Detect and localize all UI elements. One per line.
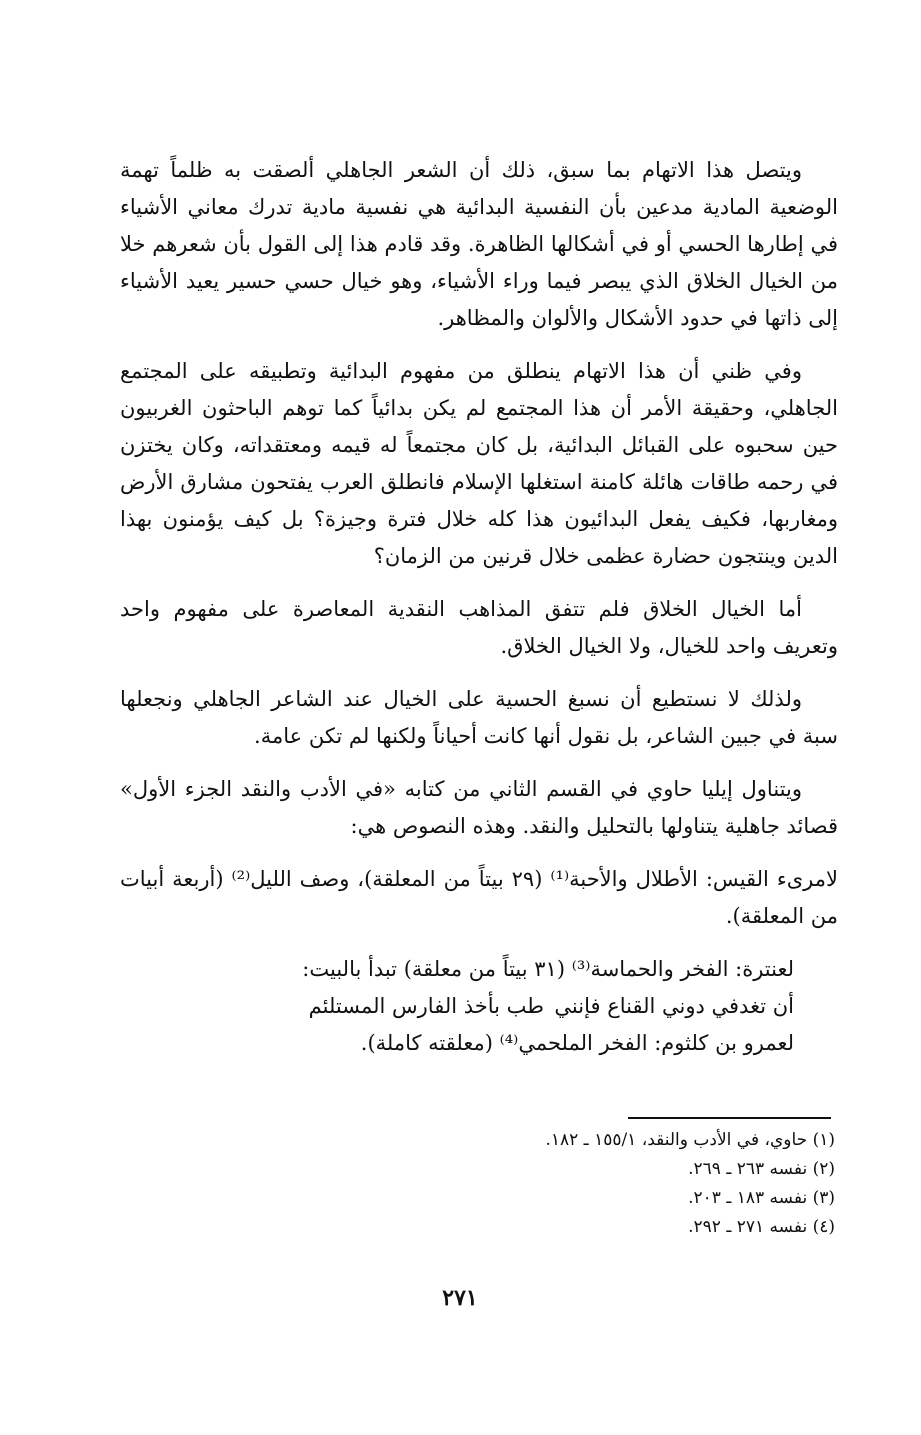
paragraph-3: أما الخيال الخلاق فلم تتفق المذاهب النقدية المعاصرة على مفهوم واحد وتعريف واحد للخيال، ولا الخيال الخلاق. — [120, 597, 838, 658]
paragraph-1: ويتصل هذا الاتهام بما سبق، ذلك أن الشعر الجاهلي ألصقت به ظلماً تهمة الوضعية المادية مدعين بأن النفسية البدائية هي نفسية مادية تدرك معاني الأشياء في إطارها الحسي أو في أشكالها الظاهرة. وقد قادم هذا إلى القول بأن شعرهم خلا من الخيال الخلاق الذي يبصر فيما وراء الأشياء، وهو خيال حسي حسير يعيد الأشياء إلى ذاتها في حدود الأشكال والألوان والمظاهر. — [120, 158, 838, 330]
verse-hemistich-first: أن تغدفي دوني القناع فإنني — [554, 994, 794, 1018]
paragraph-4: ولذلك لا نستطيع أن نسبغ الحسية على الخيال عند الشاعر الجاهلي ونجعلها سبة في جبين الشاعر، بل نقول أنها كانت أحياناً ولكنها لم تكن عامة. — [120, 687, 838, 748]
verse-block — [120, 951, 838, 1062]
footnote-2: (٢) نفسه ٢٦٣ ـ ٢٦٩. — [688, 1159, 835, 1179]
verse-hemistich-second: طب بأخذ الفارس المستلئم — [308, 994, 544, 1018]
footnote-3: (٣) نفسه ١٨٣ ـ ٢٠٣. — [688, 1188, 835, 1208]
verse-intro-line: لعنترة: الفخر والحماسة⁽³⁾ (٣١ بيتاً من معلقة) تبدأ بالبيت: — [302, 957, 794, 981]
footnotes — [380, 1126, 835, 1242]
body-text — [120, 152, 838, 1062]
footnote-1: (١) حاوي، في الأدب والنقد، ١٥٥/١ ـ ١٨٢. — [545, 1130, 835, 1150]
verse-couplet — [120, 988, 794, 1025]
paragraph-6: لامرىء القيس: الأطلال والأحبة⁽¹⁾ (٢٩ بيتاً من المعلقة)، وصف الليل⁽²⁾ (أربعة أبيات من المعلقة). — [120, 867, 838, 928]
footnote-4: (٤) نفسه ٢٧١ ـ ٢٩٢. — [688, 1217, 835, 1237]
paragraph-5: ويتناول إيليا حاوي في القسم الثاني من كتابه «في الأدب والنقد الجزء الأول» قصائد جاهلية يتناولها بالتحليل والنقد. وهذه النصوص هي: — [120, 777, 838, 838]
page-number: ٢٧١ — [442, 1285, 478, 1311]
footnote-separator — [628, 1117, 831, 1119]
paragraph-2: وفي ظني أن هذا الاتهام ينطلق من مفهوم البدائية وتطبيقه على المجتمع الجاهلي، وحقيقة الأمر أن هذا المجتمع لم يكن بدائياً كما توهم الباحثون الغربيون حين سحبوه على القبائل البدائية، بل كان مجتمعاً له قيمه ومعتقداته، وكان يختزن في رحمه طاقات هائلة كامنة استغلها الإسلام فانطلق العرب يفتحون مشارق الأرض ومغاربها، فكيف يفعل البدائيون هذا كله خلال فترة وجيزة؟ بل كيف يؤمنون بهذا الدين وينتجون حضارة عظمى خلال قرنين من الزمان؟ — [120, 359, 838, 568]
verse-final-line: لعمرو بن كلثوم: الفخر الملحمي⁽⁴⁾ (معلقته كاملة). — [360, 1031, 794, 1055]
